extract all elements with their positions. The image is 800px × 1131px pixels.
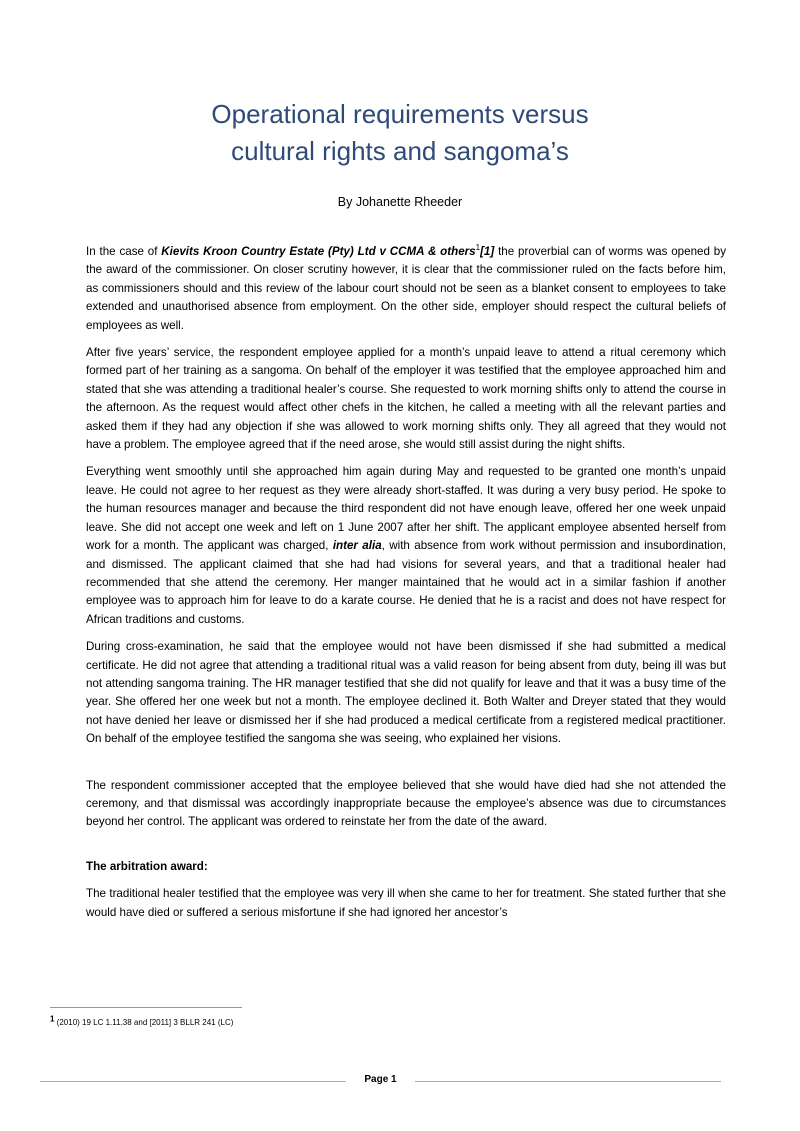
paragraph-2: After five years’ service, the respondent employee applied for a month’s unpaid leave to attend a ritual ceremony which formed part of her training as a sangoma. On behalf of the employer it was testified that the employee approached him and stated that she was attending a traditional healer’s course. She requested to work morning shifts only to attend the course in the afternoon. As the request would affect other chefs in the kitchen, he called a meeting with all the relevant parties and asked them if they had any objection if she was allowed to work morning shifts only. They all agreed that they would not have a problem. The employee agreed that if the need arose, she would still assist during the night shifts.: [86, 346, 726, 452]
footnote: [50, 1014, 234, 1027]
paragraph-1: [86, 243, 726, 335]
page-number: Page 1: [364, 1074, 397, 1085]
paragraph-4: During cross-examination, he said that the employee would not have been dismissed if she had submitted a medical certificate. He did not agree that attending a traditional ritual was a valid reason for being absent from duty, being ill was but not attending sangoma training. The HR manager testified that she did not qualify for leave and that it was a busy time of the year. She offered her one week but not a month. The employee declined it. Both Walter and Dreyer stated that they would not have denied her leave or dismissed her if she had produced a medical certificate from a registered medical practitioner. On behalf of the employee testified the sangoma she was seeing, who explained her visions.: [86, 640, 726, 746]
latin-phrase: inter alia: [332, 539, 382, 553]
case-citation: Kievits Kroon Country Estate (Pty) Ltd v CCMA & others: [161, 245, 476, 258]
footnote-separator: [50, 1007, 242, 1008]
title-line-1: Operational requirements versus: [211, 99, 589, 129]
footnote-marker[interactable]: 1: [475, 243, 481, 253]
p3-text-b: , with absence from work without permission and insubordination, and dismissed. The applicant claimed that she had had visions for several years, and that a traditional healer had recommended that she attend the ceremony. Her manger maintained that he would act in a similar fashion if another employee was to approach him for leave to do a karate course. He denied that he is a racist and does not have respect for African traditions and customs.: [86, 539, 726, 626]
paragraph-5: The respondent commissioner accepted that the employee believed that she would have died had she not attended the ceremony, and that dismissal was accordingly inappropriate because the employee’s absence was due to circumstances beyond her control. The applicant was ordered to reinstate her from the date of the award.: [86, 778, 726, 829]
p3-text-a: Everything went smoothly until she approached him again during May and requested to be granted one month’s unpaid leave. He could not agree to her request as they were already short-staffed. It was during a very busy period. He spoke to the human resources manager and because the third respondent did not have enough leave, offered her one week unpaid leave. She did not accept one week and left on 1 June 2007 after her shift. The applicant employee absented herself from work for a month. The applicant was charged,: [86, 465, 726, 553]
p1-body-text: the proverbial can of worms was opened by the award of the commissioner. On closer scrutiny however, it is clear that the commissioner ruled on the facts before him, as commissioners should and this review of the labour court should not be seen as a blanket consent to employees to take extended and unauthorised absence from employment. On the other side, employer should respect the cultural beliefs of employees as well.: [86, 245, 726, 332]
paragraph-3: [86, 463, 726, 629]
author-byline: By Johanette Rheeder: [337, 195, 463, 209]
footnote-text: (2010) 19 LC 1.11.38 and [2011] 3 BLLR 241 (LC): [54, 1018, 234, 1027]
p1-intro-text: In the case of: [86, 245, 162, 258]
document-title: [0, 96, 800, 170]
section-heading: The arbitration award:: [86, 859, 208, 873]
title-line-2: cultural rights and sangoma’s: [231, 136, 569, 166]
paragraph-6: The traditional healer testified that the employee was very ill when she came to her for treatment. She stated further that she would have died or suffered a serious misfortune if she had ignored her ancestor’s: [86, 887, 726, 919]
footnote-number: 1: [50, 1014, 55, 1024]
footer-rule-left: [40, 1081, 346, 1082]
footer-rule-right: [415, 1081, 721, 1082]
article-body: [86, 243, 726, 931]
footnote-ref-link[interactable]: [1]: [480, 245, 495, 258]
